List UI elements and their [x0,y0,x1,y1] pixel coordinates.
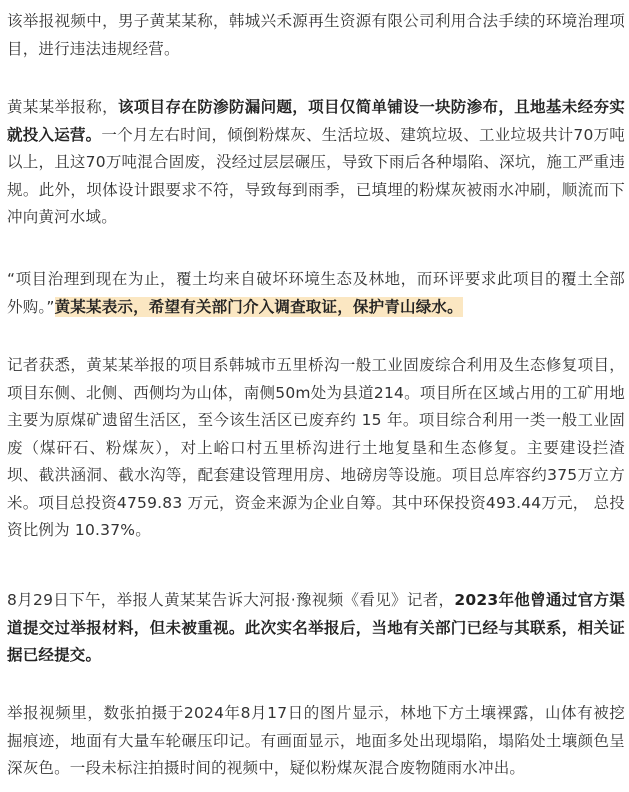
paragraph-5 [7,587,625,670]
paragraph-text: 该举报视频中，男子黄某某称，韩城兴禾源再生资源有限公司利用合法手续的环境治理项目，进行违法违规经营。 [7,12,625,58]
bold-text: 该项目存在防渗防漏问题，项目仅简单铺设一块防渗布，且地基未经夯实就投入运营。 [7,98,625,144]
paragraph-text: 一个月左右时间，倾倒粉煤灰、生活垃圾、建筑垃圾、工业垃圾共计70万吨以上，且这70万吨混合固废，没经过层层碾压，导致下雨后各种塌陷、深坑，施工严重违规。此外，坝体设计跟要求不符，导致每到雨季，已填埋的粉煤灰被雨水冲刷，顺流而下冲向黄河水域。 [7,125,625,226]
highlighted-text: 黄某某表示，希望有关部门介入调查取证，保护青山绿水。 [54,297,463,316]
paragraph-text: 黄某某举报称， [7,98,118,116]
paragraph-2 [7,94,625,232]
paragraph-text: 举报视频里，数张拍摄于2024年8月17日的图片显示，林地下方土壤裸露，山体有被挖掘痕迹，地面有大量车轮碾压印记。有画面显示，地面多处出现塌陷，塌陷处土壤颜色呈深灰色。一段未标注拍摄时间的视频中，疑似粉煤灰混合废物随雨水冲出。 [7,704,625,777]
paragraph-text: 8月29日下午，举报人黄某某告诉大河报·豫视频《看见》记者， [7,591,455,609]
paragraph-4 [7,352,625,545]
paragraph-6 [7,700,625,783]
paragraph-text: “项目治理到现在为止，覆土均来自破坏环境生态及林地，而环评要求此项目的覆土全部外购。” [7,270,625,316]
paragraph-text: 记者获悉，黄某某举报的项目系韩城市五里桥沟一般工业固废综合利用及生态修复项目，项目东侧、北侧、西侧均为山体，南侧50m处为县道214。项目所在区域占用的工矿用地主要为原煤矿遗留生活区，至今该生活区已废弃约 15 年。项目综合利用一类一般工业固废（煤矸石、粉煤灰），对上峪口村五里桥沟进行土地复垦和生态修复。主要建设拦渣坝、截洪涵洞、截水沟等，配套建设管理用房、地磅房等设施。项目总库容约375万立方米。项目总投资4759.83 万元，资金来源为企业自筹。其中环保投资493.44万元， 总投资比例为 10.37%。 [7,356,625,539]
paragraph-3 [7,266,625,321]
paragraph-1 [7,8,625,63]
bold-text: 2023年他曾通过官方渠道提交过举报材料，但未被重视。此次实名举报后，当地有关部门已经与其联系，相关证据已经提交。 [7,591,625,664]
